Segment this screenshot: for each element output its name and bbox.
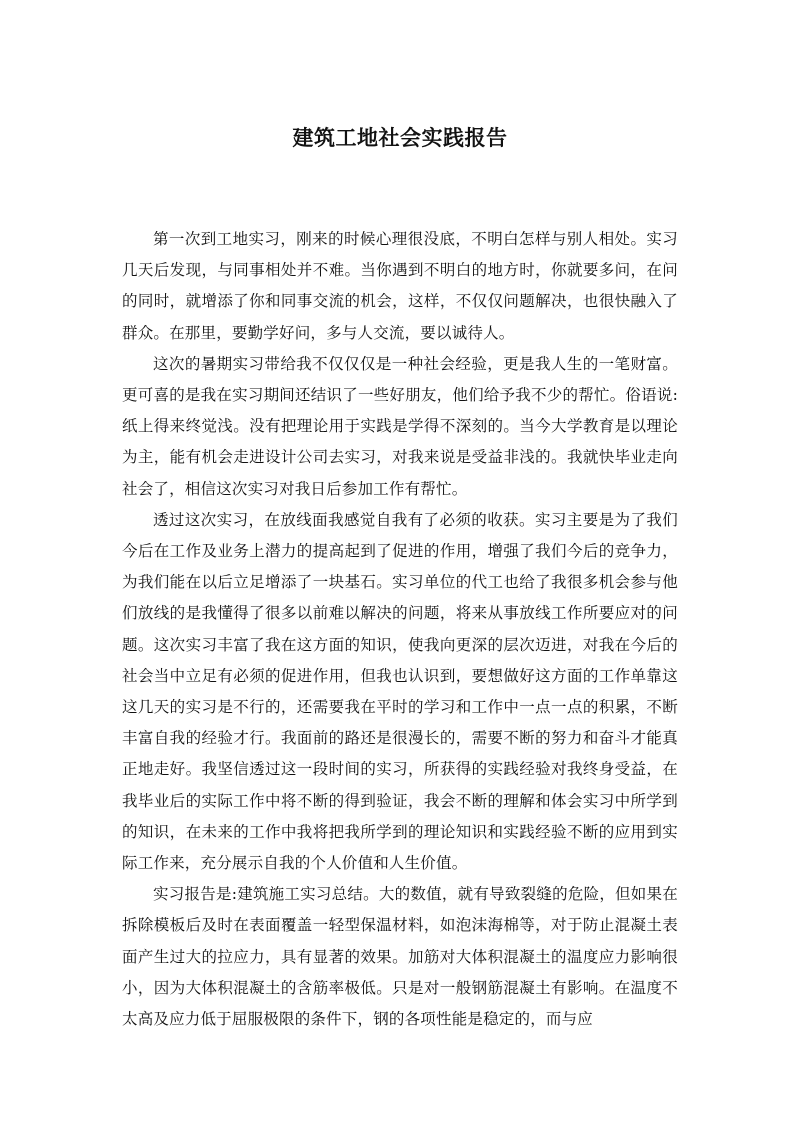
paragraph-3: 透过这次实习，在放线面我感觉自我有了必须的收获。实习主要是为了我们今后在工作及业务上潜力的提高起到了促进的作用，增强了我们今后的竞争力，为我们能在以后立足增添了一块基石。实习单位的代工也给了我很多机会参与他们放线的是我懂得了很多以前难以解决的问题，将来从事放线工作所要应对的问题。这次实习丰富了我在这方面的知识，使我向更深的层次迈进，对我在今后的社会当中立足有必须的促进作用，但我也认识到，要想做好这方面的工作单靠这这几天的实习是不行的，还需要我在平时的学习和工作中一点一点的积累，不断丰富自我的经验才行。我面前的路还是很漫长的，需要不断的努力和奋斗才能真正地走好。我坚信透过这一段时间的实习，所获得的实践经验对我终身受益，在我毕业后的实际工作中将不断的得到验证，我会不断的理解和体会实习中所学到的知识，在未来的工作中我将把我所学到的理论知识和实践经验不断的应用到实际工作来，充分展示自我的个人价值和人生价值。 [122,510,678,873]
paragraph-2: 这次的暑期实习带给我不仅仅仅是一种社会经验，更是我人生的一笔财富。更可喜的是我在实习期间还结识了一些好朋友，他们给予我不少的帮忙。俗语说:纸上得来终觉浅。没有把理论用于实践是学得不深刻的。当今大学教育是以理论为主，能有机会走进设计公司去实习，对我来说是受益非浅的。我就快毕业走向社会了，相信这次实习对我日后参加工作有帮忙。 [122,354,678,498]
document-title: 建筑工地社会实践报告 [292,126,508,150]
paragraph-1: 第一次到工地实习，刚来的时候心理很没底，不明白怎样与别人相处。实习几天后发现，与同事相处并不难。当你遇到不明白的地方时，你就要多问，在问的同时，就增添了你和同事交流的机会，这样，不仅仅问题解决，也很快融入了群众。在那里，要勤学好问，多与人交流，要以诚待人。 [122,230,678,342]
paragraph-4: 实习报告是:建筑施工实习总结。大的数值，就有导致裂缝的危险，但如果在拆除模板后及时在表面覆盖一轻型保温材料，如泡沫海棉等，对于防止混凝土表面产生过大的拉应力，具有显著的效果。加筋对大体积混凝土的温度应力影响很小，因为大体积混凝土的含筋率极低。只是对一般钢筋混凝土有影响。在温度不太高及应力低于屈服极限的条件下，钢的各项性能是稳定的，而与应 [122,885,678,1029]
document-body [122,224,678,1035]
